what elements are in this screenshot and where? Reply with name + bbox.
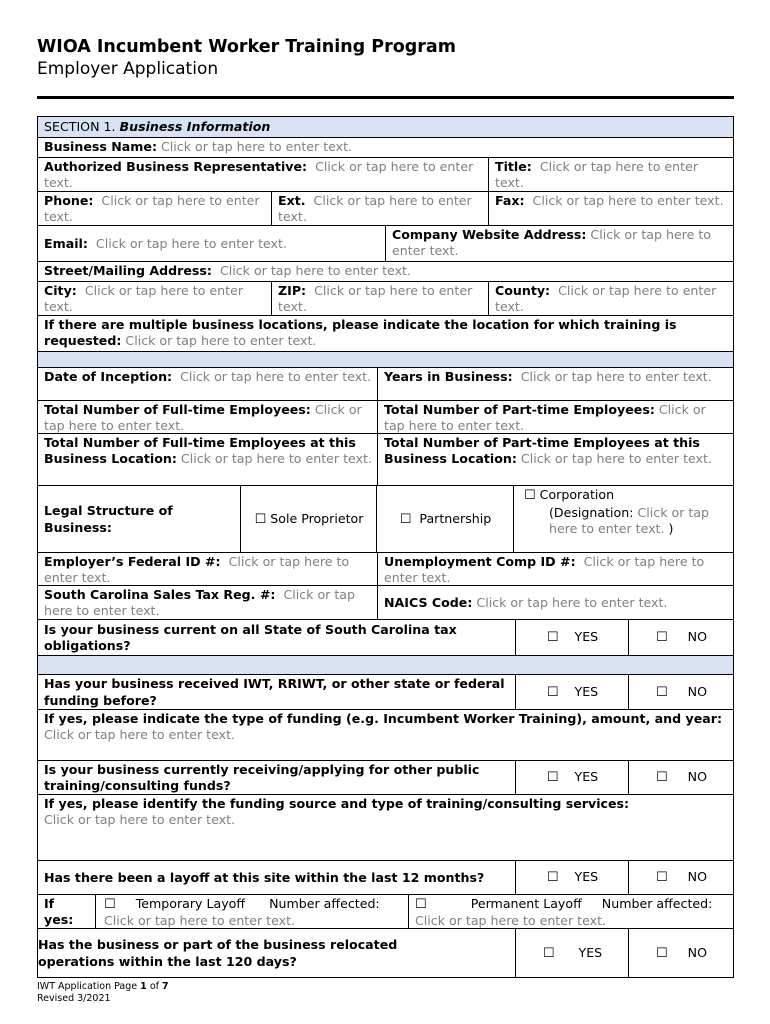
currently-receiving-yes[interactable] bbox=[515, 760, 629, 795]
relocated-no[interactable] bbox=[628, 928, 734, 978]
multiple-locations-input[interactable]: Click or tap here to enter text. bbox=[125, 333, 317, 349]
section-1-header bbox=[37, 116, 734, 138]
funding-source-label: If yes, please identify the funding source and type of training/consulting services: bbox=[44, 796, 630, 811]
tax-current-yes-label: YES bbox=[574, 629, 599, 645]
permanent-number-affected-label: Number affected: bbox=[601, 896, 713, 911]
county-input[interactable]: Click or tap here to enter text. bbox=[495, 283, 717, 315]
pt-location-label: Total Number of Part-time Employees at this Business Location: bbox=[384, 435, 700, 467]
permanent-layoff-option[interactable] bbox=[408, 894, 734, 929]
business-name-input[interactable]: Click or tap here to enter text. bbox=[161, 139, 353, 154]
received-funding-yes-checkbox[interactable]: ☐ bbox=[546, 684, 559, 700]
currently-receiving-no[interactable] bbox=[628, 760, 734, 795]
tax-current-no[interactable] bbox=[628, 619, 734, 656]
partnership-label: Partnership bbox=[419, 510, 492, 526]
received-funding-no-label: NO bbox=[687, 683, 708, 699]
currently-receiving-yes-label: YES bbox=[574, 769, 599, 785]
sc-sales-tax-label: South Carolina Sales Tax Reg. #: bbox=[44, 587, 276, 602]
fax-field[interactable] bbox=[488, 191, 734, 226]
tax-current-yes-checkbox[interactable]: ☐ bbox=[546, 630, 559, 646]
ext-input[interactable]: Click or tap here to enter text. bbox=[278, 193, 472, 225]
date-inception-field[interactable] bbox=[37, 367, 378, 401]
auth-rep-label: Authorized Business Representative: bbox=[44, 159, 308, 174]
layoff-question bbox=[37, 860, 516, 895]
unemployment-id-field[interactable] bbox=[377, 552, 734, 586]
federal-id-label: Employer’s Federal ID #: bbox=[44, 554, 221, 569]
corporation-checkbox[interactable]: ☐ bbox=[524, 488, 536, 503]
section-title: Business Information bbox=[119, 119, 271, 135]
relocated-yes-label: YES bbox=[578, 944, 603, 960]
sole-proprietor-label: Sole Proprietor bbox=[270, 510, 364, 526]
sc-sales-tax-input[interactable]: Click or tap here to enter text. bbox=[44, 587, 356, 619]
fax-input[interactable]: Click or tap here to enter text. bbox=[532, 193, 724, 208]
ext-field[interactable] bbox=[271, 191, 489, 226]
phone-field[interactable] bbox=[37, 191, 272, 226]
email-label: Email: bbox=[44, 235, 88, 251]
funding-details-label: If yes, please indicate the type of funding (e.g. Incumbent Worker Training), amount, and year: bbox=[44, 711, 723, 726]
ext-label: Ext. bbox=[278, 193, 306, 208]
revision-date: Revised 3/2021 bbox=[37, 993, 111, 1004]
received-funding-question bbox=[37, 674, 516, 710]
total-ft-label: Total Number of Full-time Employees: bbox=[44, 402, 311, 417]
layoff-no-label: NO bbox=[687, 869, 708, 885]
naics-label: NAICS Code: bbox=[384, 594, 473, 610]
title-input[interactable]: Click or tap here to enter text. bbox=[495, 159, 699, 191]
ft-location-label: Total Number of Full-time Employees at this Business Location: bbox=[44, 435, 356, 467]
business-name-field[interactable] bbox=[37, 137, 734, 158]
tax-current-label: Is your business current on all State of South Carolina tax obligations? bbox=[44, 621, 457, 653]
relocated-no-checkbox[interactable]: ☐ bbox=[655, 945, 668, 961]
page-footer bbox=[37, 981, 169, 1005]
partnership-option[interactable] bbox=[376, 485, 514, 553]
tax-current-question bbox=[37, 619, 516, 656]
layoff-yes-checkbox[interactable]: ☐ bbox=[546, 870, 559, 886]
street-input[interactable]: Click or tap here to enter text. bbox=[219, 263, 411, 278]
header-rule bbox=[37, 96, 734, 99]
phone-label: Phone: bbox=[44, 193, 94, 208]
business-name-label: Business Name: bbox=[44, 139, 157, 154]
page-number: IWT Application Page 1 of 7 bbox=[37, 981, 169, 992]
auth-rep-field[interactable] bbox=[37, 157, 489, 192]
total-ft-input[interactable]: Click or tap here to enter text. bbox=[44, 402, 362, 434]
county-label: County: bbox=[495, 283, 551, 298]
date-inception-label: Date of Inception: bbox=[44, 369, 173, 384]
partnership-checkbox[interactable]: ☐ bbox=[399, 511, 412, 527]
document-subtitle: Employer Application bbox=[37, 59, 219, 79]
unemployment-id-input[interactable]: Click or tap here to enter text. bbox=[384, 554, 705, 586]
if-yes-label: If yes: bbox=[44, 896, 74, 928]
received-funding-yes[interactable] bbox=[515, 674, 629, 710]
federal-id-input[interactable]: Click or tap here to enter text. bbox=[44, 554, 350, 586]
tax-current-yes[interactable] bbox=[515, 619, 629, 656]
website-label: Company Website Address: bbox=[392, 227, 587, 242]
pt-location-input[interactable]: Click or tap here to enter text. bbox=[520, 451, 712, 467]
relocated-question bbox=[37, 928, 516, 978]
section-spacer bbox=[37, 655, 734, 675]
permanent-layoff-label: Permanent Layoff bbox=[470, 896, 582, 911]
if-yes-label-cell bbox=[37, 894, 96, 929]
legal-structure-label: Legal Structure of Business: bbox=[44, 503, 173, 535]
permanent-layoff-checkbox[interactable]: ☐ bbox=[415, 897, 427, 912]
naics-field[interactable] bbox=[377, 585, 734, 620]
multiple-locations-label: If there are multiple business locations, please indicate the location for which training is requested: bbox=[44, 317, 677, 349]
layoff-yes-label: YES bbox=[574, 869, 599, 885]
tax-current-no-label: NO bbox=[687, 629, 708, 645]
funding-source-input[interactable]: Click or tap here to enter text. bbox=[44, 812, 236, 828]
total-pt-label: Total Number of Part-time Employees: bbox=[384, 402, 655, 417]
designation-input[interactable]: Click or tap here to enter text. bbox=[549, 504, 710, 536]
fax-label: Fax: bbox=[495, 193, 525, 208]
title-label: Title: bbox=[495, 159, 532, 174]
temporary-layoff-label: Temporary Layoff bbox=[135, 896, 246, 911]
corporation-label: Corporation bbox=[539, 487, 615, 502]
section-number: SECTION 1. bbox=[44, 119, 116, 135]
title-field[interactable] bbox=[488, 157, 734, 192]
website-input[interactable]: Click or tap here to enter text. bbox=[392, 227, 711, 259]
relocated-yes-checkbox[interactable]: ☐ bbox=[542, 945, 555, 961]
total-pt-field[interactable] bbox=[377, 400, 734, 434]
temporary-number-affected-label: Number affected: bbox=[269, 896, 380, 911]
total-pt-input[interactable]: Click or tap here to enter text. bbox=[384, 402, 706, 434]
layoff-yes[interactable] bbox=[515, 860, 629, 895]
currently-receiving-yes-checkbox[interactable]: ☐ bbox=[546, 770, 559, 786]
currently-receiving-label: Is your business currently receiving/applying for other public training/consulting funds? bbox=[44, 761, 480, 793]
relocated-no-label: NO bbox=[687, 944, 708, 960]
city-label: City: bbox=[44, 283, 77, 298]
pt-location-field[interactable] bbox=[377, 433, 734, 486]
naics-input[interactable]: Click or tap here to enter text. bbox=[476, 594, 668, 610]
zip-label: ZIP: bbox=[278, 283, 307, 298]
funding-details-input[interactable]: Click or tap here to enter text. bbox=[44, 727, 236, 743]
received-funding-no[interactable] bbox=[628, 674, 734, 710]
temporary-number-affected-input[interactable]: Click or tap here to enter text. bbox=[104, 913, 296, 929]
layoff-no-checkbox[interactable]: ☐ bbox=[655, 870, 668, 886]
relocated-yes[interactable] bbox=[515, 928, 629, 978]
zip-input[interactable]: Click or tap here to enter text. bbox=[278, 283, 473, 315]
website-field[interactable] bbox=[385, 225, 734, 262]
designation-label: (Designation: bbox=[549, 504, 634, 520]
county-field[interactable] bbox=[488, 281, 734, 316]
section-spacer bbox=[37, 351, 734, 368]
funding-details-field[interactable] bbox=[37, 709, 734, 761]
permanent-number-affected-input[interactable]: Click or tap here to enter text. bbox=[415, 913, 607, 929]
sc-sales-tax-field[interactable] bbox=[37, 585, 378, 620]
tax-current-no-checkbox[interactable]: ☐ bbox=[655, 630, 668, 646]
city-input[interactable]: Click or tap here to enter text. bbox=[44, 283, 244, 315]
federal-id-field[interactable] bbox=[37, 552, 378, 586]
document-title: WIOA Incumbent Worker Training Program bbox=[37, 37, 456, 57]
legal-structure-label-cell bbox=[37, 485, 241, 553]
received-funding-no-checkbox[interactable]: ☐ bbox=[655, 684, 668, 700]
currently-receiving-no-label: NO bbox=[687, 769, 708, 785]
layoff-label: Has there been a layoff at this site within the last 12 months? bbox=[44, 869, 485, 885]
funding-source-field[interactable] bbox=[37, 794, 734, 861]
sole-proprietor-option[interactable] bbox=[240, 485, 377, 553]
multiple-locations-field[interactable] bbox=[37, 315, 734, 352]
years-business-field[interactable] bbox=[377, 367, 734, 401]
auth-rep-input[interactable]: Click or tap here to enter text. bbox=[44, 159, 474, 191]
street-label: Street/Mailing Address: bbox=[44, 263, 212, 278]
zip-field[interactable] bbox=[271, 281, 489, 316]
date-inception-input[interactable]: Click or tap here to enter text. bbox=[180, 369, 372, 384]
ft-location-field[interactable] bbox=[37, 433, 378, 486]
currently-receiving-question bbox=[37, 760, 516, 795]
sole-proprietor-checkbox[interactable]: ☐ bbox=[254, 511, 267, 527]
received-funding-yes-label: YES bbox=[574, 683, 599, 699]
street-field[interactable] bbox=[37, 261, 734, 282]
email-field[interactable] bbox=[37, 225, 386, 262]
total-ft-field[interactable] bbox=[37, 400, 378, 434]
layoff-no[interactable] bbox=[628, 860, 734, 895]
temporary-layoff-checkbox[interactable]: ☐ bbox=[104, 897, 116, 912]
phone-input[interactable]: Click or tap here to enter text. bbox=[44, 193, 260, 225]
years-business-input[interactable]: Click or tap here to enter text. bbox=[520, 369, 712, 384]
city-field[interactable] bbox=[37, 281, 272, 316]
received-funding-label: Has your business received IWT, RRIWT, or other state or federal funding before? bbox=[44, 676, 505, 708]
unemployment-id-label: Unemployment Comp ID #: bbox=[384, 554, 576, 569]
corporation-option[interactable]: ☐ Corporation (Designation: Click or tap here to enter text. ) bbox=[513, 485, 734, 553]
relocated-label: Has the business or part of the business relocated operations within the last 120 days? bbox=[38, 937, 398, 969]
temporary-layoff-option[interactable] bbox=[95, 894, 409, 929]
email-input[interactable]: Click or tap here to enter text. bbox=[95, 235, 287, 251]
currently-receiving-no-checkbox[interactable]: ☐ bbox=[655, 770, 668, 786]
ft-location-input[interactable]: Click or tap here to enter text. bbox=[180, 451, 372, 467]
years-business-label: Years in Business: bbox=[384, 369, 513, 384]
